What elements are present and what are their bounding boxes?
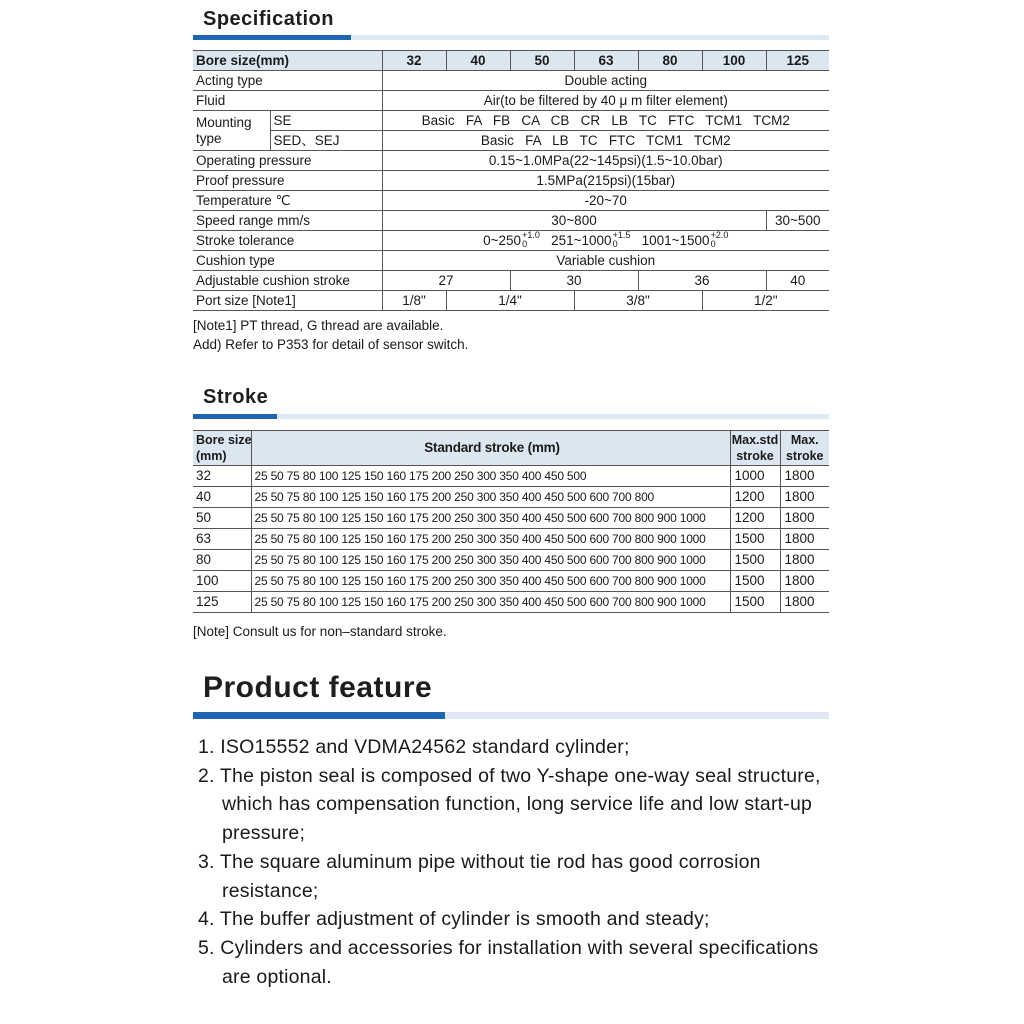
- spec-row-port-size: [193, 291, 829, 311]
- stroke-max-std: 1500: [730, 550, 780, 571]
- bore-50: 50: [510, 51, 574, 71]
- stroke-max: 1800: [780, 592, 829, 613]
- port-size-100-125: 1/2": [702, 291, 829, 311]
- max-std-stroke-header: Max.std stroke: [730, 431, 780, 466]
- stroke-title-bar: [193, 414, 829, 419]
- spec-row-stroke-tolerance: [193, 231, 829, 251]
- title-bar-accent: [193, 712, 445, 719]
- bore-32: 32: [382, 51, 446, 71]
- spec-row-proof-pressure: [193, 171, 829, 191]
- speed-range-label: Speed range mm/s: [193, 211, 382, 231]
- spec-row-acting-type: [193, 71, 829, 91]
- stroke-list: 25 50 75 80 100 125 150 160 175 200 250 300 350 400 450 500 600 700 800 900 1000: [251, 592, 730, 613]
- specification-title: Specification: [203, 8, 334, 30]
- feature-item: 3. The square aluminum pipe without tie rod has good corrosion resistance;: [198, 850, 761, 902]
- spec-row-mounting-sed: [193, 131, 829, 151]
- note-thread: [Note1] PT thread, G thread are available.: [193, 318, 444, 333]
- stroke-bore: 80: [193, 550, 251, 571]
- feature-item: 5. Cylinders and accessories for installation with several specifications are optional.: [198, 936, 819, 988]
- tolerance-range-2: 251~1000: [551, 233, 612, 248]
- cushion-type-value: Variable cushion: [382, 251, 829, 271]
- acting-type-value: Double acting: [382, 71, 829, 91]
- fluid-label: Fluid: [193, 91, 382, 111]
- stroke-max-std: 1500: [730, 529, 780, 550]
- acting-type-label: Acting type: [193, 71, 382, 91]
- stroke-row: [193, 592, 829, 613]
- cushion-type-label: Cushion type: [193, 251, 382, 271]
- title-bar-accent: [193, 414, 277, 419]
- stroke-max-std: 1500: [730, 592, 780, 613]
- stroke-tolerance-value: [382, 231, 829, 251]
- product-feature-title: Product feature: [203, 671, 433, 704]
- stroke-max: 1800: [780, 550, 829, 571]
- tolerance-limits-3: +2.0 0: [710, 230, 729, 249]
- spec-row-operating-pressure: [193, 151, 829, 171]
- port-size-label: Port size [Note1]: [193, 291, 382, 311]
- bore-100: 100: [702, 51, 766, 71]
- bore-63: 63: [574, 51, 638, 71]
- product-feature-title-bar: [193, 712, 829, 719]
- proof-pressure-label: Proof pressure: [193, 171, 382, 191]
- stroke-table: [193, 430, 829, 613]
- tolerance-range-1: 0~250: [483, 233, 522, 248]
- stroke-bore-header: Bore size (mm): [193, 431, 251, 466]
- port-size-63-80: 3/8": [574, 291, 702, 311]
- feature-item: 1. ISO15552 and VDMA24562 standard cylinder;: [198, 736, 630, 758]
- stroke-bore: 100: [193, 571, 251, 592]
- adjustable-cushion-label: Adjustable cushion stroke: [193, 271, 382, 291]
- title-bar-accent: [193, 35, 351, 40]
- stroke-max-std: 1200: [730, 487, 780, 508]
- stroke-max: 1800: [780, 529, 829, 550]
- stroke-max-std: 1200: [730, 508, 780, 529]
- cushion-stroke-125: 40: [766, 271, 829, 291]
- port-size-32: 1/8": [382, 291, 446, 311]
- spec-row-fluid: [193, 91, 829, 111]
- bore-size-header: Bore size(mm): [193, 51, 382, 71]
- stroke-bore: 32: [193, 466, 251, 487]
- feature-item: 2. The piston seal is composed of two Y-shape one-way seal structure, which has compensation function, long service life and low start-up pressure;: [198, 764, 821, 845]
- stroke-title: Stroke: [203, 386, 269, 408]
- tolerance-limits-1: +1.0 0: [522, 230, 540, 249]
- temperature-value: -20~70: [382, 191, 829, 211]
- mounting-type-label: Mounting type: [193, 111, 270, 151]
- specification-table: [193, 50, 829, 311]
- mounting-sed-label: SED、SEJ: [270, 131, 382, 151]
- spec-header-row: [193, 51, 829, 71]
- stroke-bore: 40: [193, 487, 251, 508]
- max-stroke-header: Max. stroke: [780, 431, 829, 466]
- stroke-max: 1800: [780, 508, 829, 529]
- stroke-row: [193, 466, 829, 487]
- fluid-value: Air(to be filtered by 40 μ m filter element): [382, 91, 829, 111]
- stroke-row: [193, 529, 829, 550]
- spec-row-speed-range: [193, 211, 829, 231]
- stroke-list: 25 50 75 80 100 125 150 160 175 200 250 300 350 400 450 500 600 700 800 900 1000: [251, 571, 730, 592]
- spec-row-temperature: [193, 191, 829, 211]
- mounting-sed-value: Basic FA LB TC FTC TCM1 TCM2: [382, 131, 829, 151]
- speed-range-large-value: 30~500: [766, 211, 829, 231]
- stroke-bore: 50: [193, 508, 251, 529]
- stroke-max: 1800: [780, 466, 829, 487]
- stroke-max-std: 1000: [730, 466, 780, 487]
- stroke-header-row: [193, 431, 829, 466]
- stroke-row: [193, 571, 829, 592]
- stroke-tolerance-label: Stroke tolerance: [193, 231, 382, 251]
- stroke-list: 25 50 75 80 100 125 150 160 175 200 250 300 350 400 450 500: [251, 466, 730, 487]
- tolerance-limits-2: +1.5 0: [612, 230, 631, 249]
- stroke-row: [193, 487, 829, 508]
- stroke-bore: 63: [193, 529, 251, 550]
- operating-pressure-label: Operating pressure: [193, 151, 382, 171]
- stroke-note: [Note] Consult us for non–standard stroke.: [193, 624, 447, 639]
- spec-row-adjustable-cushion: [193, 271, 829, 291]
- bore-80: 80: [638, 51, 702, 71]
- stroke-list: 25 50 75 80 100 125 150 160 175 200 250 300 350 400 450 500 600 700 800 900 1000: [251, 529, 730, 550]
- bore-125: 125: [766, 51, 829, 71]
- stroke-list: 25 50 75 80 100 125 150 160 175 200 250 300 350 400 450 500 600 700 800: [251, 487, 730, 508]
- stroke-row: [193, 508, 829, 529]
- feature-list: [198, 733, 838, 991]
- mounting-se-label: SE: [270, 111, 382, 131]
- stroke-bore: 125: [193, 592, 251, 613]
- stroke-list: 25 50 75 80 100 125 150 160 175 200 250 300 350 400 450 500 600 700 800 900 1000: [251, 508, 730, 529]
- cushion-stroke-32-40: 27: [382, 271, 510, 291]
- feature-item: 4. The buffer adjustment of cylinder is smooth and steady;: [198, 908, 710, 931]
- stroke-max: 1800: [780, 487, 829, 508]
- tolerance-range-3: 1001~1500: [641, 233, 710, 248]
- note-sensor-switch: Add) Refer to P353 for detail of sensor switch.: [193, 337, 469, 352]
- stroke-max-std: 1500: [730, 571, 780, 592]
- mounting-se-value: Basic FA FB CA CB CR LB TC FTC TCM1 TCM2: [382, 111, 829, 131]
- stroke-list: 25 50 75 80 100 125 150 160 175 200 250 300 350 400 450 500 600 700 800 900 1000: [251, 550, 730, 571]
- stroke-max: 1800: [780, 571, 829, 592]
- cushion-stroke-80-100: 36: [638, 271, 766, 291]
- operating-pressure-value: 0.15~1.0MPa(22~145psi)(1.5~10.0bar): [382, 151, 829, 171]
- spec-row-cushion-type: [193, 251, 829, 271]
- cushion-stroke-50-63: 30: [510, 271, 638, 291]
- speed-range-small-value: 30~800: [382, 211, 766, 231]
- temperature-label: Temperature ℃: [193, 191, 382, 211]
- port-size-40-50: 1/4": [446, 291, 574, 311]
- standard-stroke-header: Standard stroke (mm): [251, 431, 730, 466]
- spec-row-mounting-se: [193, 111, 829, 131]
- stroke-row: [193, 550, 829, 571]
- proof-pressure-value: 1.5MPa(215psi)(15bar): [382, 171, 829, 191]
- bore-40: 40: [446, 51, 510, 71]
- specification-title-bar: [193, 35, 829, 40]
